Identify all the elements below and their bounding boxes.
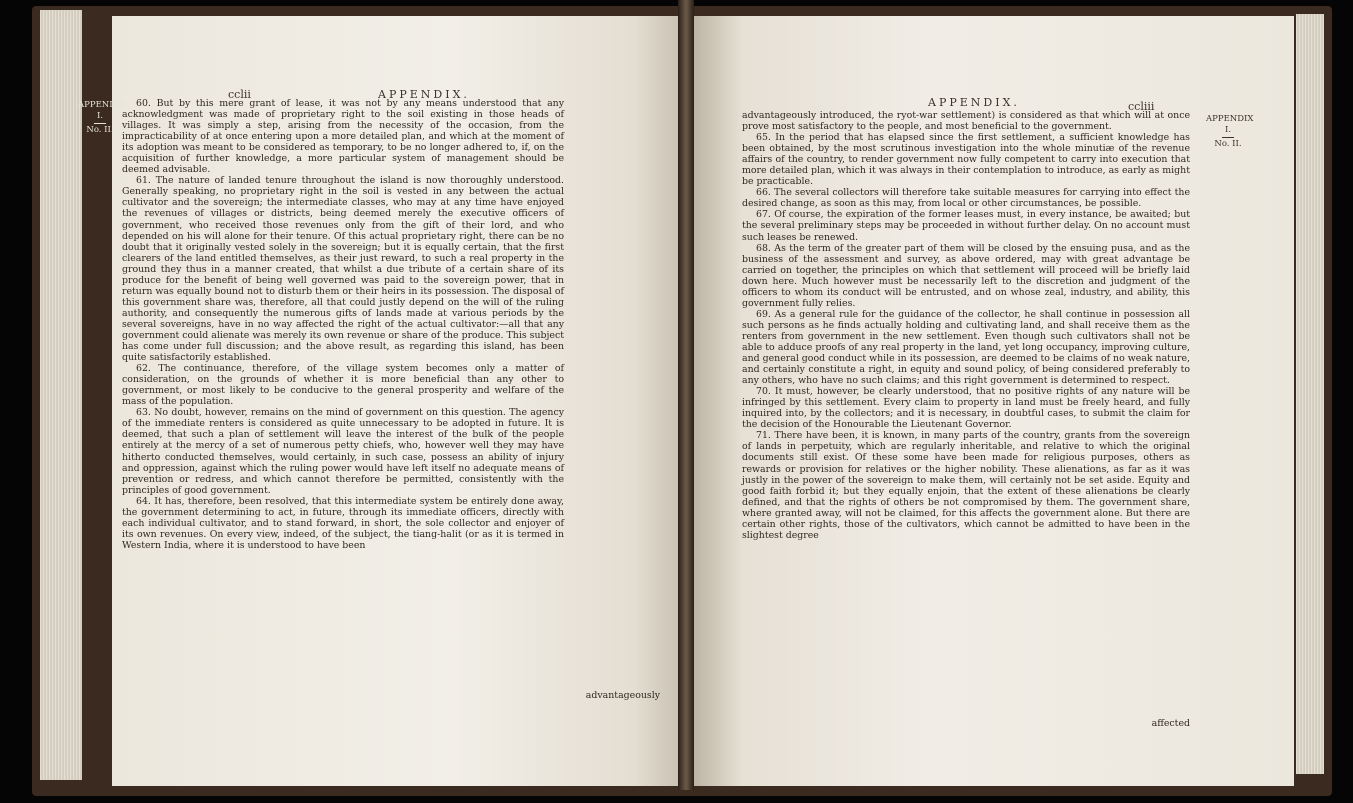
left-paragraph-63: 63. No doubt, however, remains on the mind of government on this question. The agency of the immediate renters is considered as quite unnecessary to be adopted in future. It is deemed, that such a plan of settlement will leave the interest of the bulk of the people entirely at the mercy of a set of numerous petty chiefs, who, however well they may have hitherto conducted themselves, would certainly, in such case, possess an ability of injury and oppression, against which the ruling power would have left itself no adequate means of prevention or redress, and which cannot therefore be permitted, consistently with the principles of good government.	[122, 407, 564, 496]
left-paragraph-62: 62. The continuance, therefore, of the village system becomes only a matter of consideration, on the grounds of whether it is more beneficial than any other to government, or most likely to be conducive to the general prosperity and welfare of the mass of the population.	[122, 363, 564, 408]
right-paragraph-cont: advantageously introduced, the ryot-war settlement) is considered as that which will at once prove most satisfactory to the people, and most beneficial to the government.	[742, 110, 1190, 133]
right-paragraph-69: 69. As a general rule for the guidance of the collector, he shall continue in possession all such persons as he finds actually holding and cultivating land, and shall receive them as the renters from government in the new settlement. Even though such cultivators shall not be able to adduce proofs of any real property in the land, yet long occupancy, improving culture, and general good conduct while in its possession, are deemed to be claims of no weak nature, and certainly constitute a right, in equity and sound policy, of being considered preferably to any others, who have no such claims; and this right government is determined to respect.	[742, 308, 1190, 387]
right-margin-rule	[1222, 137, 1234, 138]
right-paragraph-67: 67. Of course, the expiration of the former leases must, in every instance, be awaited; but the several preliminary steps may be proceeded in without further delay. On no account must such leases be renewed.	[742, 209, 1190, 243]
right-margin-line1: APPENDIX	[1206, 114, 1254, 124]
right-running-header: APPENDIX.	[928, 96, 1020, 109]
right-paragraph-68: 68. As the term of the greater part of them will be closed by the ensuing pusa, and as the business of the assessment and survey, as above ordered, may with great advantage be carried on together, the principles on which that settlement will proceed will be briefly laid down here. Much however must be necessarily left to the discretion and judgment of the officers to whom its conduct will be entrusted, and on whose zeal, industry, and ability, this government fully relies.	[742, 242, 1190, 309]
left-paragraph-64: 64. It has, therefore, been resolved, that this intermediate system be entirely done away, the government determining to act, in future, through its immediate officers, directly with each individual cultivator, and to stand forward, in short, the sole collector and enjoyer of its own revenues. On every view, indeed, of the subject, the tiang-halit (or as it is termed in Western India, where it is understood to have been	[122, 495, 564, 551]
left-margin-rule	[94, 123, 106, 124]
right-paragraph-70: 70. It must, however, be clearly understood, that no positive rights of any nature will be infringed by this settlement. Every claim to property in land must be freely heard, and fully inquired into, by the collectors; and it is necessary, in doubtful cases, to submit the claim for the decision of the Honourable the Lieutenant Governor.	[742, 386, 1190, 431]
left-page-edges	[40, 10, 82, 780]
left-paragraph-60: 60. But by this mere grant of lease, it was not by any means understood that any acknowledgment was made of proprietary right to the soil existing in those heads of villages. It was simply a step, arising from the necessity of the occasion, from the impracticability of at once entering upon a more detailed plan, and which at the moment of its adoption was meant to be considered as temporary, to be no longer adhered to, if, on the acquisition of further knowledge, a more particular system of management should be deemed advisable.	[122, 98, 564, 176]
right-margin-note	[1206, 114, 1254, 150]
right-page-edges	[1296, 14, 1324, 774]
left-folio: cclii	[228, 88, 251, 101]
left-margin-line3: No. II.	[86, 125, 114, 135]
left-paragraph-61: 61. The nature of landed tenure throughout the island is now thoroughly understood. Generally speaking, no proprietary right in the soil is vested in any between the actual cultivator and the sovereign; the intermediate classes, who may at any time have enjoyed the revenues of villages or districts, being deemed merely the executive officers of government, who received those revenues only from the gift of their lord, and who depended on his will alone for their tenure. Of this actual proprietary right, there can be no doubt that it originally vested solely in the sovereign; but it is equally certain, that the first clearers of the land entitled themselves, as their just reward, to such a real property in the ground they thus in a manner created, that whilst a due tribute of a certain share of its produce for the benefit of being well governed was paid to the sovereign power, that in return was equally bound not to disturb them or their heirs in its possession. The disposal of this government share was, therefore, all that could justly depend on the will of the ruling authority, and consequently the numerous gifts of lands made at various periods by the several sovereigns, have in no way affected the right of the actual cultivator:—all that any government could alienate was merely its own revenue or share of the produce. This subject has come under full discussion; and the above result, as regarding this island, has been quite satisfactorily established.	[122, 175, 564, 364]
right-page-body	[742, 110, 1190, 541]
left-margin-note	[78, 100, 126, 136]
left-catchword: advantageously	[585, 690, 660, 701]
left-margin-line2: I.	[96, 111, 104, 121]
right-catchword: affected	[1151, 718, 1190, 729]
right-margin-line3: No. II.	[1214, 139, 1242, 149]
left-page-body	[122, 98, 564, 551]
right-paragraph-71: 71. There have been, it is known, in many parts of the country, grants from the sovereign of lands in perpetuity, which are regularly inheritable, and relative to which the original documents still exist. Of these some have been made for religious purposes, others as rewards or provision for relatives or the higher nobility. These alienations, as far as it was justly in the power of the sovereign to make them, will certainly not be set aside. Equity and good faith forbid it; but they equally enjoin, that the extent of these alienations be clearly defined, and that the rights of others be not compromised by them. The government share, where granted away, will not be claimed, for this affects the government alone. But there are certain other rights, those of the cultivators, which cannot be admitted to have been in the slightest degree	[742, 430, 1190, 541]
left-running-header: APPENDIX.	[378, 88, 470, 101]
right-paragraph-65: 65. In the period that has elapsed since the first settlement, a sufficient knowledge has been obtained, by the most scrutinous investigation into the whole minutiæ of the revenue affairs of the country, to render government now fully competent to carry into execution that more detailed plan, which it was always in their contemplation to introduce, as early as might be practicable.	[742, 132, 1190, 188]
right-margin-line2: I.	[1224, 125, 1232, 135]
book-gutter	[678, 0, 694, 790]
right-paragraph-66: 66. The several collectors will therefore take suitable measures for carrying into effect the desired change, as soon as this may, from local or other circumstances, be possible.	[742, 187, 1190, 210]
left-margin-line1: APPENDIX	[78, 100, 126, 110]
right-folio: ccliii	[1128, 100, 1155, 113]
